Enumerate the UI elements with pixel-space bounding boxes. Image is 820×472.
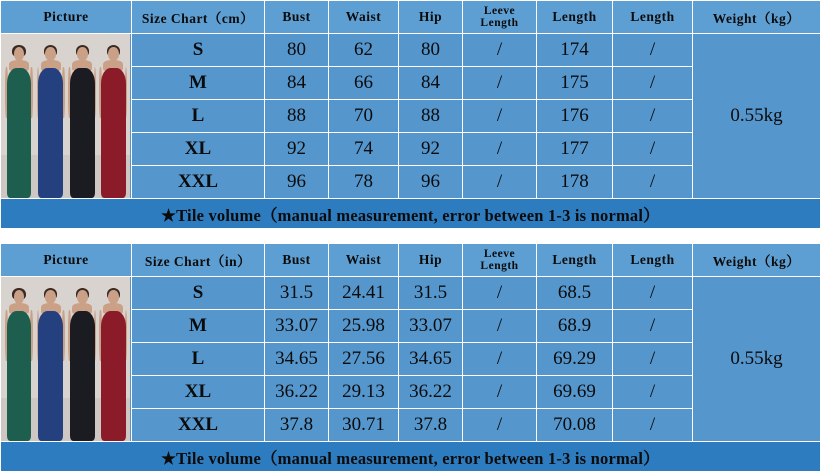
header-size-chart: Size Chart（cm） [132,1,265,34]
model-figure-green [2,44,36,198]
cell-length-2: / [613,34,693,67]
cell-sleeve-length: / [463,67,537,100]
cell-size: XXL [132,166,265,199]
header-length-2: Length [613,1,693,34]
cell-length: 176 [537,100,613,133]
model-head [77,47,88,61]
header-picture: Picture [1,244,132,277]
model-head [108,290,119,304]
cell-hip: 80 [399,34,463,67]
measurement-note: ★Tile volume（manual measurement, error between 1-3 is normal） [1,199,820,229]
header-length: Length [537,1,613,34]
cell-sleeve-length: / [463,310,537,343]
header-hip: Hip [399,244,463,277]
size-chart-in-block [0,243,820,472]
cell-length-2: / [613,67,693,100]
cell-length-2: / [613,310,693,343]
model-dress [38,311,63,441]
header-sleeve-length [463,244,537,277]
models-photo [1,277,130,441]
cell-size: XL [132,133,265,166]
cell-hip: 34.65 [399,343,463,376]
cell-bust: 37.8 [265,409,329,442]
model-dress [38,68,63,198]
cell-waist: 30.71 [329,409,399,442]
header-sleeve-line2: Length [464,17,535,29]
cell-bust: 33.07 [265,310,329,343]
cell-bust: 92 [265,133,329,166]
cell-length: 69.29 [537,343,613,376]
model-figure-blue [34,287,68,441]
cell-waist: 25.98 [329,310,399,343]
model-dress [7,311,32,441]
cell-length: 177 [537,133,613,166]
cell-bust: 84 [265,67,329,100]
cell-hip: 37.8 [399,409,463,442]
measurement-note: ★Tile volume（manual measurement, error between 1-3 is normal） [1,442,820,472]
product-photo-cell [1,34,132,199]
model-head [14,47,25,61]
cell-weight: 0.55kg [693,277,820,442]
cell-length-2: / [613,343,693,376]
cell-length: 70.08 [537,409,613,442]
cell-length-2: / [613,166,693,199]
model-head [45,47,56,61]
cell-bust: 31.5 [265,277,329,310]
model-figure-red [96,44,130,198]
cell-waist: 78 [329,166,399,199]
size-chart-cm-table [0,0,820,229]
header-weight: Weight（kg） [693,244,820,277]
cell-sleeve-length: / [463,277,537,310]
size-chart-in-table [0,243,820,472]
header-picture: Picture [1,1,132,34]
cell-length: 68.9 [537,310,613,343]
cell-hip: 31.5 [399,277,463,310]
cell-sleeve-length: / [463,376,537,409]
header-bust: Bust [265,1,329,34]
cell-size: XL [132,376,265,409]
cell-length: 174 [537,34,613,67]
model-dress [70,68,95,198]
model-figure-black [66,287,100,441]
header-length: Length [537,244,613,277]
cell-waist: 24.41 [329,277,399,310]
cell-bust: 36.22 [265,376,329,409]
cell-length: 175 [537,67,613,100]
header-sleeve-line2: Length [464,260,535,272]
model-head [77,290,88,304]
header-bust: Bust [265,244,329,277]
cell-length-2: / [613,100,693,133]
cell-bust: 96 [265,166,329,199]
header-weight: Weight（kg） [693,1,820,34]
product-photo-cell [1,277,132,442]
measurement-note-row [1,442,820,472]
model-figure-red [96,287,130,441]
header-sleeve-length [463,1,537,34]
cell-length-2: / [613,409,693,442]
cell-bust: 34.65 [265,343,329,376]
table-header-row [1,244,820,277]
table-row [1,277,820,310]
model-figure-green [2,287,36,441]
model-dress [101,311,126,441]
cell-bust: 88 [265,100,329,133]
cell-length: 68.5 [537,277,613,310]
cell-sleeve-length: / [463,409,537,442]
cell-waist: 70 [329,100,399,133]
header-sleeve-line1: Leeve [464,5,535,17]
header-size-chart: Size Chart（in） [132,244,265,277]
cell-length-2: / [613,277,693,310]
cell-bust: 80 [265,34,329,67]
cell-hip: 96 [399,166,463,199]
models-photo [1,34,130,198]
cell-size: S [132,34,265,67]
measurement-note-row [1,199,820,229]
cell-sleeve-length: / [463,166,537,199]
cell-length: 178 [537,166,613,199]
cell-length: 69.69 [537,376,613,409]
header-waist: Waist [329,1,399,34]
cell-waist: 27.56 [329,343,399,376]
model-head [14,290,25,304]
cell-size: S [132,277,265,310]
header-sleeve-line1: Leeve [464,248,535,260]
model-figure-blue [34,44,68,198]
cell-hip: 33.07 [399,310,463,343]
cell-waist: 74 [329,133,399,166]
cell-sleeve-length: / [463,34,537,67]
cell-size: L [132,343,265,376]
table-row [1,34,820,67]
model-head [108,47,119,61]
cell-hip: 36.22 [399,376,463,409]
size-chart-cm-block [0,0,820,229]
model-dress [101,68,126,198]
cell-hip: 84 [399,67,463,100]
cell-size: XXL [132,409,265,442]
model-dress [7,68,32,198]
cell-hip: 88 [399,100,463,133]
cell-sleeve-length: / [463,133,537,166]
model-figure-black [66,44,100,198]
model-dress [70,311,95,441]
cell-size: M [132,310,265,343]
header-length-2: Length [613,244,693,277]
cell-length-2: / [613,133,693,166]
cell-hip: 92 [399,133,463,166]
header-hip: Hip [399,1,463,34]
header-waist: Waist [329,244,399,277]
model-head [45,290,56,304]
cell-weight: 0.55kg [693,34,820,199]
table-header-row [1,1,820,34]
table-separator [0,229,820,243]
cell-sleeve-length: / [463,343,537,376]
cell-sleeve-length: / [463,100,537,133]
cell-waist: 66 [329,67,399,100]
cell-waist: 29.13 [329,376,399,409]
cell-size: L [132,100,265,133]
cell-waist: 62 [329,34,399,67]
cell-size: M [132,67,265,100]
cell-length-2: / [613,376,693,409]
